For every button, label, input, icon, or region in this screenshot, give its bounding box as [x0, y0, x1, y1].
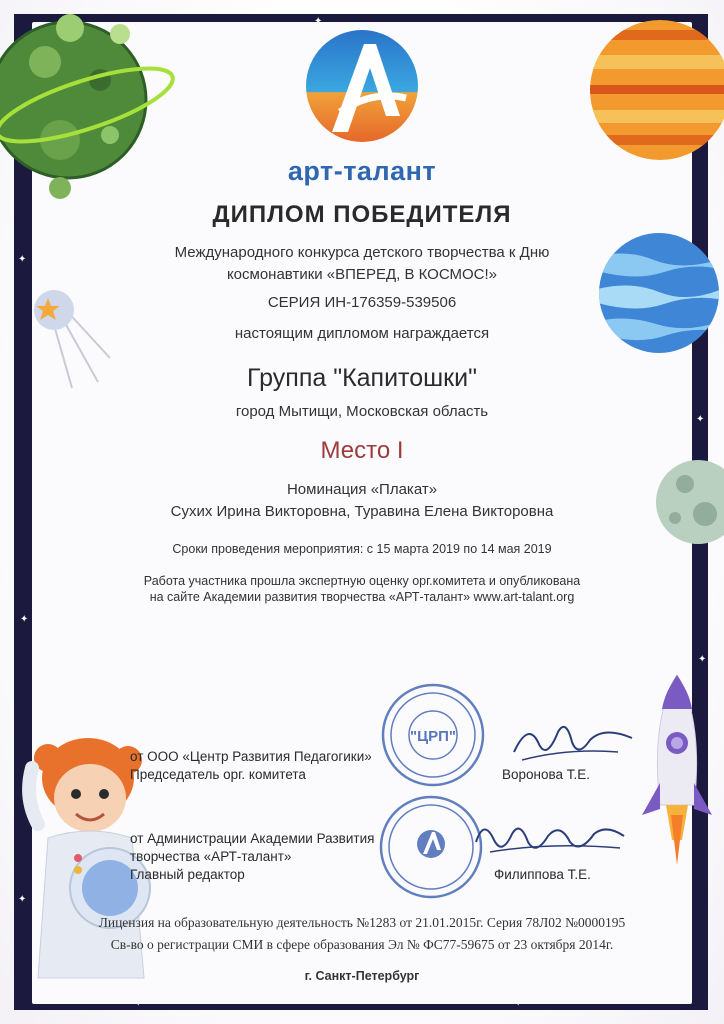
review-line-2: на сайте Академии развития творчества «АРТ-талант» www.art-talant.org: [149, 590, 575, 604]
diploma-title: ДИПЛОМ ПОБЕДИТЕЛЯ: [212, 201, 512, 228]
sig1-role: Председатель орг. комитета: [130, 767, 306, 782]
space-frame: ✦ ✦ ✦ ✦ ✦: [14, 14, 708, 1010]
license-text: Лицензия на образовательную деятельность №1283 от 21.01.2015г. Серия 78Л02 №0000195: [98, 915, 626, 930]
place-award: Место I: [320, 437, 404, 464]
rocket-icon: [630, 665, 724, 875]
awarded-text: настоящим дипломом награждается: [234, 325, 490, 342]
teachers: Сухих Ирина Викторовна, Туравина Елена Викторовна: [170, 503, 554, 520]
stamp-text: "ЦРП": [410, 728, 456, 745]
signature-voronova: [508, 712, 638, 772]
sig2-name: Филиппова Т.Е.: [494, 867, 591, 882]
art-talant-logo: [302, 20, 422, 150]
sig2-org-line1: от Администрации Академии Развития: [130, 831, 375, 846]
sig1-org: от ООО «Центр Развития Педагогики»: [130, 749, 372, 764]
sig1-name: Воронова Т.Е.: [502, 767, 591, 782]
brand-name: арт-талант: [287, 156, 437, 186]
review-line-1: Работа участника прошла экспертную оценку орг.комитета и опубликована: [143, 574, 581, 588]
sig2-org-line2: творчества «АРТ-талант»: [130, 849, 292, 864]
orange-planet-icon: [580, 10, 724, 170]
series-number: СЕРИЯ ИН-176359-539506: [267, 294, 457, 311]
moon-icon: [650, 452, 724, 552]
recipient-name: Группа "Капитошки": [247, 364, 477, 392]
signature-block-1: [130, 748, 372, 784]
contest-line-1: Международного конкурса детского творчества к Дню: [174, 244, 550, 261]
city: г. Санкт-Петербург: [304, 969, 420, 983]
nomination: Номинация «Плакат»: [286, 481, 438, 498]
event-dates: Сроки проведения мероприятия: с 15 марта 2019 по 14 мая 2019: [172, 542, 552, 556]
contest-line-2: космонавтики «ВПЕРЕД, В КОСМОС!»: [226, 266, 498, 283]
signature-filippova: [470, 812, 630, 868]
recipient-location: город Мытищи, Московская область: [235, 403, 489, 420]
sig2-role: Главный редактор: [130, 867, 245, 882]
signature-block-2: [130, 830, 374, 884]
crp-stamp: [378, 680, 488, 790]
media-registration-text: Св-во о регистрации СМИ в сфере образования Эл № ФС77-59675 от 23 октября 2014г.: [110, 937, 614, 952]
